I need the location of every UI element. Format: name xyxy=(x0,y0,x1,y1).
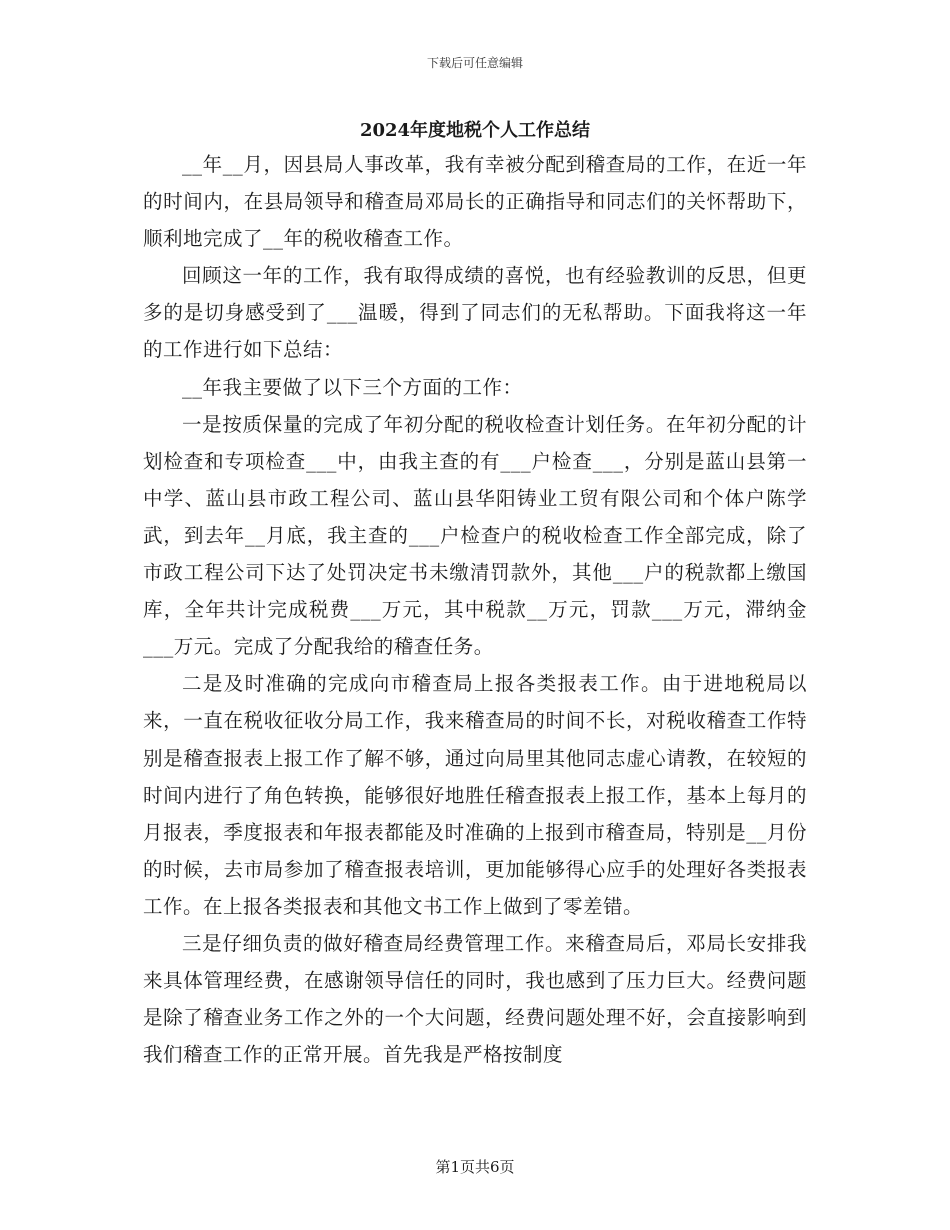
paragraph-3: __年我主要做了以下三个方面的工作： xyxy=(182,375,523,399)
paragraph-1: __年__月，因县局人事改革，我有幸被分配到稽查局的工作，在近一年的时间内，在县局领导和稽查局邓局长的正确指导和同志们的关怀帮助下，顺利地完成了__年的税收稽查工作。 xyxy=(143,153,807,251)
paragraph-2: 回顾这一年的工作，我有取得成绩的喜悦，也有经验教训的反思，但更多的是切身感受到了___温暖，得到了同志们的无私帮助。下面我将这一年的工作进行如下总结： xyxy=(143,264,807,362)
document-body xyxy=(143,146,807,1073)
paragraph-5: 二是及时准确的完成向市稽查局上报各类报表工作。由于进地税局以来，一直在税收征收分局工作，我来稽查局的时间不长，对税收稽查工作特别是稽查报表上报工作了解不够，通过向局里其他同志虚心请教，在较短的时间内进行了角色转换，能够很好地胜任稽查报表上报工作，基本上每月的月报表，季度报表和年报表都能及时准确的上报到市稽查局，特别是__月份的时候，去市局参加了稽查报表培训，更加能够得心应手的处理好各类报表工作。在上报各类报表和其他文书工作上做到了零差错。 xyxy=(143,672,807,918)
paragraph-6: 三是仔细负责的做好稽查局经费管理工作。来稽查局后，邓局长安排我来具体管理经费，在感谢领导信任的同时，我也感到了压力巨大。经费问题是除了稽查业务工作之外的一个大问题，经费问题处理不好，会直接影响到我们稽查工作的正常开展。首先我是严格按制度 xyxy=(143,931,807,1067)
header-note: 下载后可任意编辑 xyxy=(426,56,523,70)
paragraph-4: 一是按质保量的完成了年初分配的税收检查计划任务。在年初分配的计划检查和专项检查___中，由我主查的有___户检查___，分别是蓝山县第一中学、蓝山县市政工程公司、蓝山县华阳铸业工贸有限公司和个体户陈学武，到去年__月底，我主查的___户检查户的税收检查工作全部完成，除了市政工程公司下达了处罚决定书未缴清罚款外，其他___户的税款都上缴国库，全年共计完成税费___万元，其中税款__万元，罚款___万元，滞纳金___万元。完成了分配我给的稽查任务。 xyxy=(143,412,807,659)
page-number: 第1页共6页 xyxy=(435,1158,515,1176)
document-title: 2024年度地税个人工作总结 xyxy=(359,120,591,141)
